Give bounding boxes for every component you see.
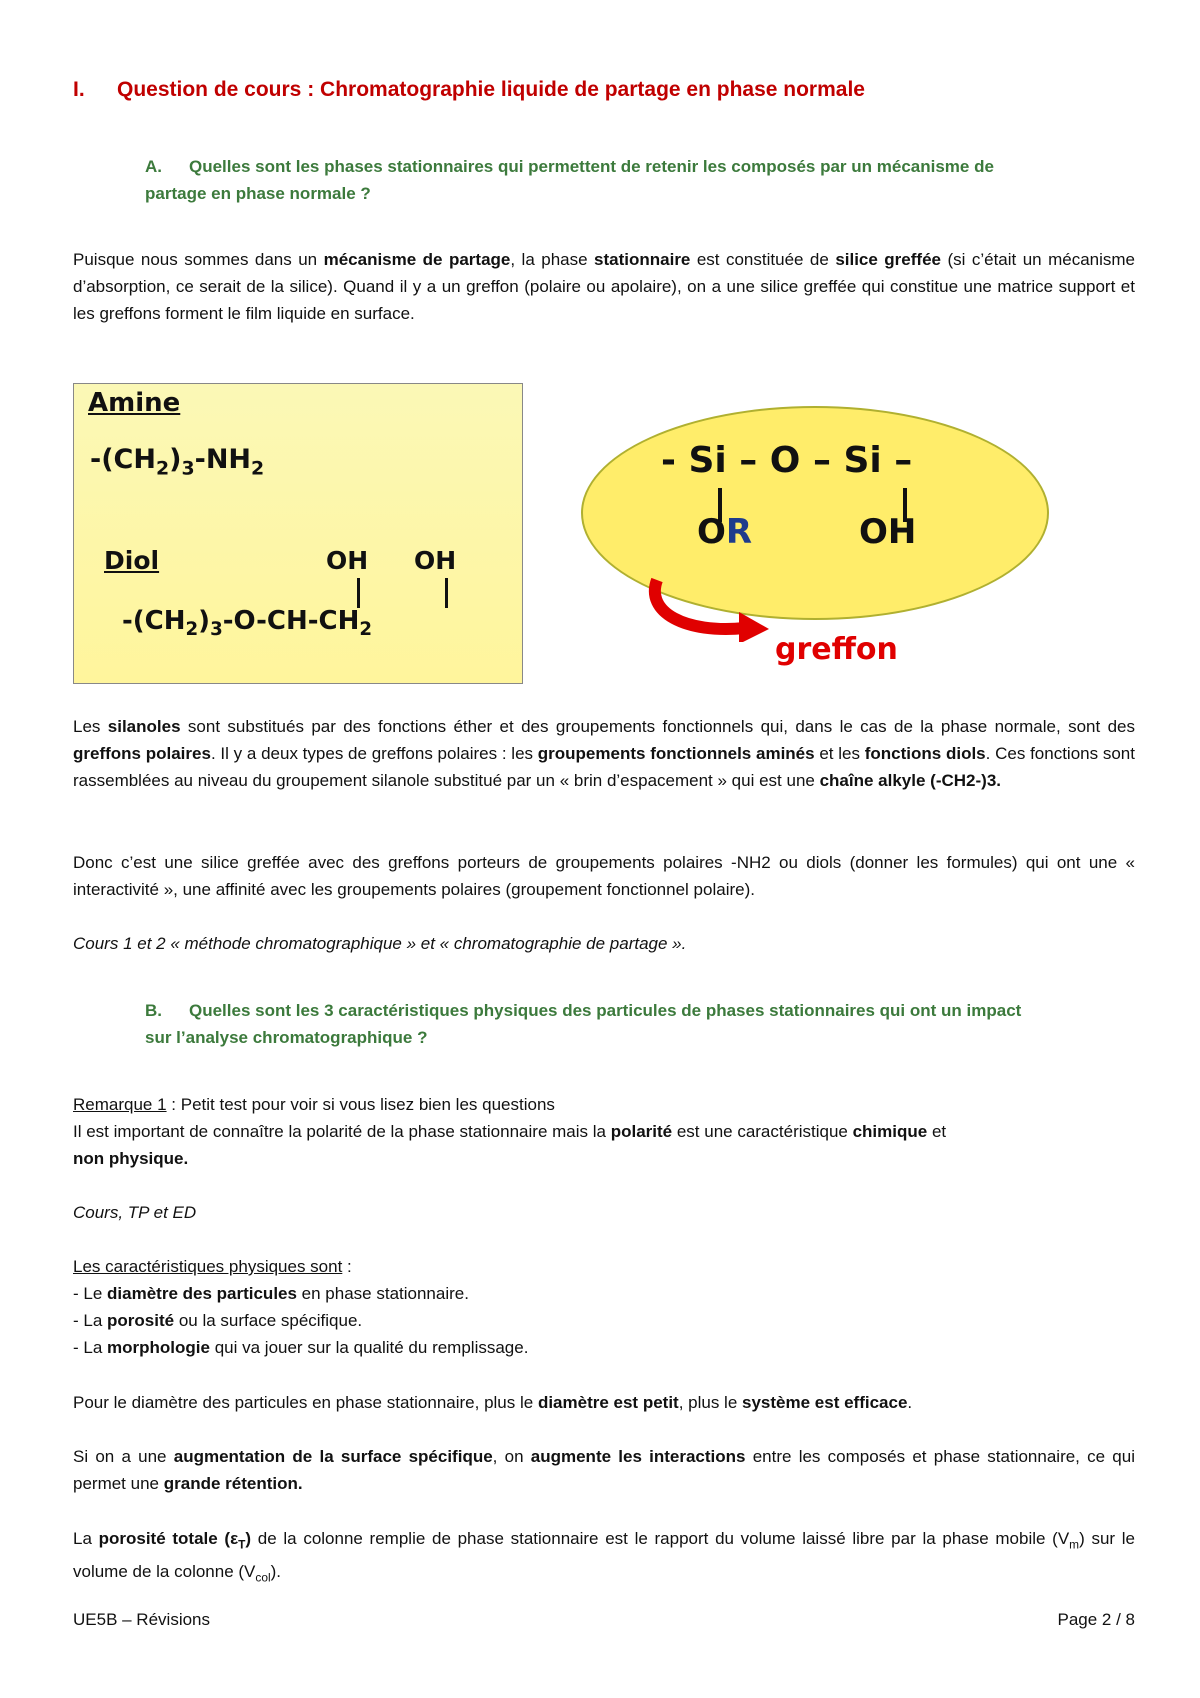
text: Pour le diamètre des particules en phase stationnaire, plus le [73,1393,538,1412]
physical-characteristics-list [73,1253,1135,1361]
question-a-line1: Quelles sont les phases stationnaires qui permettent de retenir les composés par un mécanisme de [189,157,994,176]
bold-text: silice greffée [835,250,941,269]
formula-sub: 2 [359,619,373,641]
text: , plus le [678,1393,743,1412]
text: Puisque nous sommes dans un [73,250,324,269]
bold-text: polarité [610,1122,673,1141]
formula-part: -NH [194,444,252,475]
paragraph-surface [73,1443,1135,1497]
diol-label: Diol [104,546,160,575]
formula-part: -(CH [90,444,156,475]
section-heading [73,78,865,102]
bold-text: mécanisme de partage [323,250,511,269]
page-number: Page 2 / 8 [1057,1610,1135,1629]
formula-part: -O-CH-CH [222,606,360,636]
paragraph-silice: Donc c’est une silice greffée avec des greffons porteurs de groupements polaires -NH2 ou diols (donner les formules) qui ont une « interactivité », une affinité avec les groupements polaires (groupement fonctionnel polaire). [73,853,1135,899]
question-b [145,997,1135,1051]
question-b-number: B. [145,1001,162,1020]
text: : [342,1257,352,1276]
or-r: R [725,512,753,552]
bold-text: chaîne alkyle (-CH2-)3. [819,771,1001,790]
bold-text: grande rétention. [163,1474,303,1493]
formula-sub: 2 [155,457,170,480]
text: Il est important de connaître la polarité de la phase stationnaire mais la [73,1122,611,1141]
remark-label: Remarque 1 [73,1095,167,1114]
text: ). [270,1562,281,1582]
text: entre les composés et phase stationnaire, ce qui permet une [73,1447,1135,1493]
bold-text: diamètre des particules [107,1284,297,1303]
text: et les [814,744,865,763]
formula-part: ) [198,606,211,636]
page-footer [73,1610,1135,1630]
text: sont substitués par des fonctions éther et des groupements fonctionnels qui, dans le cas de la phase normale, sont des [180,717,1135,736]
section-title: Question de cours : Chromatographie liquide de partage en phase normale [117,78,865,101]
paragraph-diametre [73,1389,1135,1416]
text: , la phase [510,250,595,269]
graft-formulas-figure [73,383,523,684]
bold-text: porosité [107,1311,175,1330]
list-item [73,1284,469,1303]
bold-text: greffons polaires [73,744,211,763]
diol-bond-2 [445,578,448,608]
greffon-label: greffon [775,632,898,667]
text: : Petit test pour voir si vous lisez bien les questions [166,1095,555,1114]
text: . [907,1393,913,1412]
course-reference: Cours 1 et 2 « méthode chromatographique » et « chromatographie de partage ». [73,934,687,953]
text: , on [492,1447,531,1466]
text: - La [73,1338,108,1357]
bold-text: morphologie [107,1338,210,1357]
remark-1 [73,1091,1135,1172]
or-o: O [697,512,726,552]
subscript: m [1069,1537,1080,1552]
diol-oh-1: OH [326,546,369,575]
text: . Ces fonctions sont rassemblées au niveau du groupement silanole substitué par un « brin d’espacement » qui est une [73,744,1135,790]
text: ) sur le volume de la colonne (V [73,1529,1135,1582]
formula-part: ) [169,444,182,475]
formula-sub: 3 [210,619,223,641]
oh-label: OH [859,512,917,552]
bold-part: porosité totale (ε [98,1529,239,1548]
paragraph-partage [73,246,1135,327]
text: Les [73,717,108,736]
siloxane-formula: - Si – O – Si – [661,440,913,481]
bold-text: stationnaire [594,250,691,269]
paragraph-porosite [73,1525,1135,1592]
question-a-line2: partage en phase normale ? [145,184,371,203]
text: est une caractéristique [672,1122,853,1141]
bold-text: fonctions diols [864,744,986,763]
bold-text [98,1529,252,1552]
bold-text: silanoles [107,717,181,736]
text: et [927,1122,947,1141]
bold-text: augmente les interactions [530,1447,746,1466]
formula-sub: 3 [181,457,195,480]
text: (si c’était un mécanisme d’absorption, ce serait de la silice). Quand il y a un greffon (polaire ou apolaire), on a une silice greffée qui constitue une matrice support et les greffons forment le film liquide en surface. [73,250,1136,323]
bold-text: augmentation de la surface spécifique [173,1447,493,1466]
section-number: I. [73,78,85,101]
list-item [73,1338,528,1357]
question-a [145,153,1135,207]
subscript: col [255,1570,271,1585]
paragraph-silanoles [73,713,1135,794]
text: - Le [73,1284,108,1303]
bold-text: non physique. [73,1149,189,1168]
text: La [73,1529,99,1548]
list-item [73,1311,362,1330]
bold-text: groupements fonctionnels aminés [537,744,815,763]
formula-part: -(CH [122,606,186,636]
diol-oh-2: OH [414,546,457,575]
text: ou la surface spécifique. [174,1311,363,1330]
question-b-line1: Quelles sont les 3 caractéristiques physiques des particules de phases stationnaires qui ont un impact [189,1001,1022,1020]
bold-text: système est efficace [742,1393,908,1412]
amine-label: Amine [88,388,181,418]
text: - La [73,1311,108,1330]
list-heading: Les caractéristiques physiques sont [73,1257,343,1276]
curved-arrow-icon [645,572,775,642]
bold-text: chimique [852,1122,928,1141]
formula-sub: 2 [251,457,265,480]
diol-bond-1 [357,578,360,608]
text: en phase stationnaire. [296,1284,469,1303]
formula-sub: 2 [185,619,199,641]
text: Si on a une [73,1447,174,1466]
footer-title: UE5B – Révisions [73,1610,211,1629]
text: de la colonne remplie de phase stationnaire est le rapport du volume laissé libre par la phase mobile (V [251,1529,1070,1548]
bold-text: diamètre est petit [537,1393,679,1412]
bold-part: ) [245,1529,252,1548]
question-b-line2: sur l’analyse chromatographique ? [145,1028,428,1047]
source-reference: Cours, TP et ED [73,1203,197,1222]
question-a-number: A. [145,157,162,176]
diol-formula [122,606,372,640]
text: est constituée de [690,250,836,269]
or-label [697,512,752,552]
amine-formula [90,444,264,479]
text: . Il y a deux types de greffons polaires : les [210,744,538,763]
text: qui va jouer sur la qualité du remplissage. [209,1338,529,1357]
subscript: T [238,1537,246,1552]
